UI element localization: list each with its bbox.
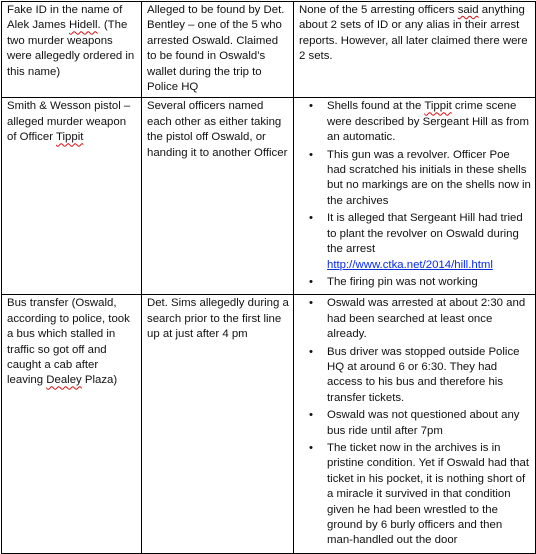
list-item: • Bus driver was stopped outside Police HQ at around 6 or 6:30. They had access to his bus and therefore his transfer tickets.	[307, 345, 531, 407]
table-row	[2, 295, 536, 554]
spellcheck-word: Tippit	[424, 100, 452, 113]
cell-text: . (The two murder weapons were allegedly ordered in this name)	[7, 19, 135, 78]
spellcheck-word: said	[457, 4, 479, 16]
ctka-link[interactable]: http://www.ctka.net/2014/hill.html	[327, 258, 493, 271]
cell-text: Several officers named each other as either taking the pistol off Oswald, or handing it to another Officer	[147, 100, 288, 159]
list-item	[307, 211, 531, 273]
list-item: • Oswald was not questioned about any bus ride until after 7pm	[307, 408, 531, 439]
bullet-list	[299, 99, 531, 290]
table-cell-claim	[142, 295, 294, 554]
table-row	[2, 98, 536, 295]
spellcheck-word: Tippit	[55, 131, 84, 144]
table-row	[2, 2, 536, 98]
bullet-list	[299, 296, 531, 549]
list-item-text: This gun was a revolver. Officer Poe had scratched his initials in these shells but no markings are on the shells now in the archives	[327, 148, 531, 207]
cell-text: None of the 5 arresting officers said anything about 2 sets of ID or any alias in their arrest reports. However, all later claimed there were 2 sets.	[299, 4, 528, 63]
table-cell-item	[2, 295, 142, 554]
cell-text: Smith & Wesson pistol – alleged murder weapon of Officer	[7, 100, 131, 144]
spellcheck-word: Hidell	[69, 19, 98, 32]
cell-text: Fake ID in the name of	[7, 4, 123, 16]
list-item-text: It is alleged that Sergeant Hill had tried to plant the revolver on Oswald during the arrest	[327, 212, 523, 256]
cell-text: Alek James	[7, 19, 70, 32]
table-cell-notes	[294, 2, 536, 98]
table-cell-claim	[142, 2, 294, 98]
list-item	[307, 148, 531, 210]
list-item	[307, 275, 531, 290]
list-item: • Oswald was arrested at about 2:30 and had been searched at least once already.	[307, 296, 531, 342]
evidence-table	[1, 1, 536, 554]
table-cell-notes	[294, 295, 536, 554]
list-item-text: The firing pin was not working	[327, 275, 478, 288]
table-cell-item	[2, 2, 142, 98]
list-item: • The ticket now in the archives is in pristine condition. Yet if Oswald had that ticket in his pocket, it is nothing short of a miracle it survived in that condition given he had been wrestled to the ground by 6 burly officers and then man-handled out the door	[307, 441, 531, 549]
cell-text: Bus transfer (Oswald, according to police, took a bus which stalled in traffic so got off and caught a cab after leaving	[7, 297, 130, 387]
table-cell-claim	[142, 98, 294, 295]
list-item-text: Shells found at the	[327, 100, 425, 113]
cell-text: Alleged to be found by Det. Bentley – one of the 5 who arrested Oswald. Claimed to be found in Oswald’s wallet during the trip to Police HQ	[147, 4, 285, 94]
cell-text: Plaza)	[81, 374, 118, 387]
table-cell-item	[2, 98, 142, 295]
list-item-text: crime scene were described by Sergeant Hill as from an automatic.	[327, 100, 529, 144]
list-item	[307, 99, 531, 145]
cell-text: Det. Sims allegedly during a search prior to the first line up at just after 4 pm	[147, 297, 289, 341]
table-cell-notes	[294, 98, 536, 295]
spellcheck-word: Dealey	[46, 374, 82, 387]
